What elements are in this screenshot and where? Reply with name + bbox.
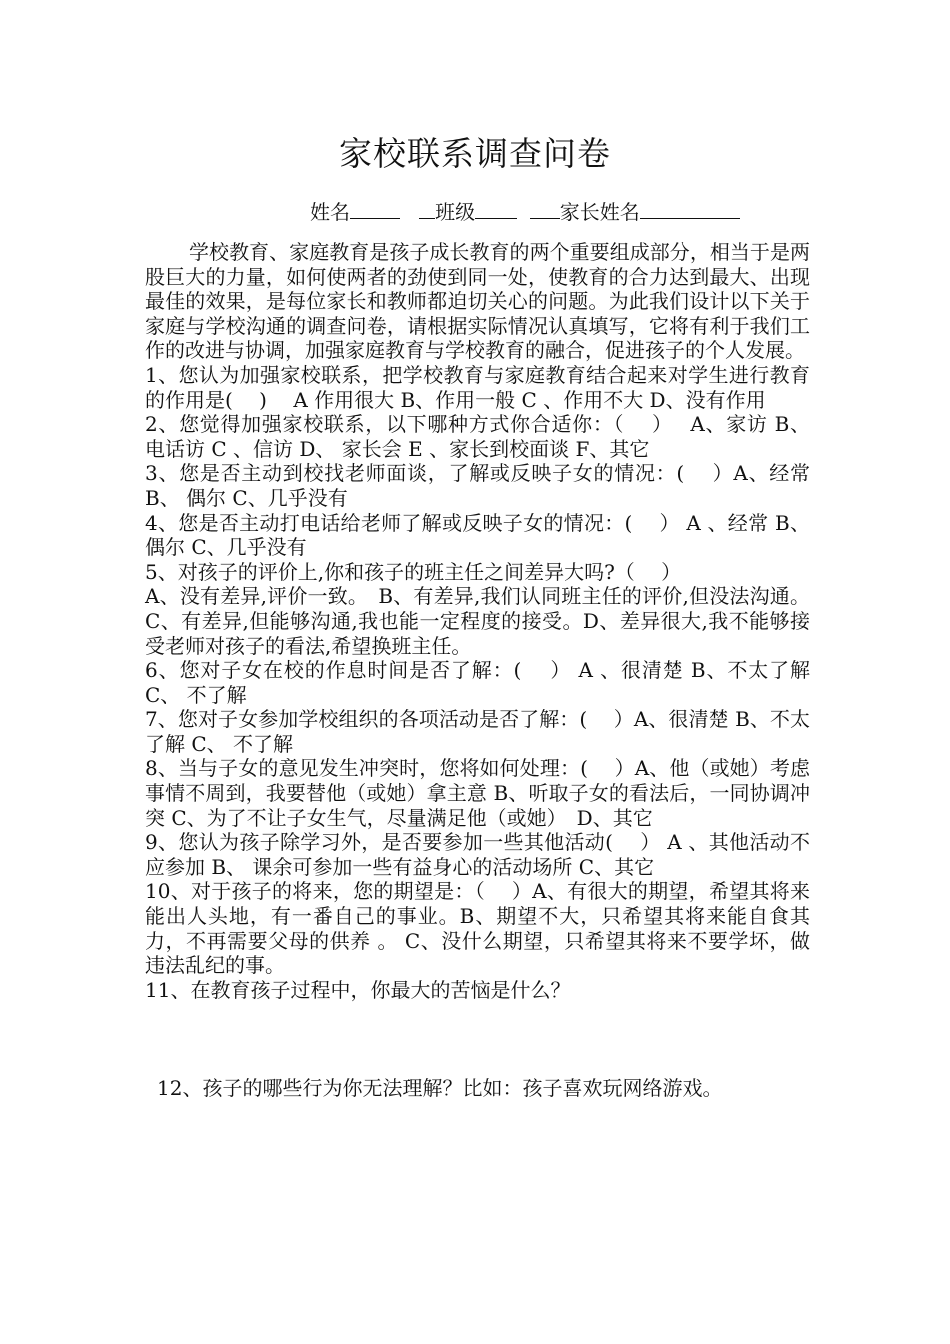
question-5-options: A、没有差异,评价一致。 B、有差异,我们认同班主任的评价,但没法沟通。C、有差异,但能够沟通,我也能一定程度的接受。D、差异很大,我不能够接受老师对孩子的看法,希望换班主任。 <box>145 584 810 658</box>
question-8: 8、当与子女的意见发生冲突时，您将如何处理：( ）A、他（或她）考虑事情不周到，我要替他（或她）拿主意 B、听取子女的看法后，一同协调冲突 C、为了不让子女生气，尽量满足他（或她） D、其它 <box>145 756 810 830</box>
question-5: 5、对孩子的评价上,你和孩子的班主任之间差异大吗?（ ） <box>145 559 682 584</box>
question-1: 1、您认为加强家校联系，把学校教育与家庭教育结合起来对学生进行教育的作用是( ) A 作用很大 B、作用一般 C 、作用不大 D、没有作用 <box>145 362 810 412</box>
question-9: 9、您认为孩子除学习外，是否要参加一些其他活动( ） A 、其他活动不应参加 B、 课余可参加一些有益身心的活动场所 C、其它 <box>145 830 810 879</box>
question-11: 11、在教育孩子过程中，你最大的苦恼是什么？ <box>145 977 571 1002</box>
student-info-line <box>310 196 740 225</box>
question-4: 4、您是否主动打电话给老师了解或反映子女的情况：( ） A 、经常 B、偶尔 C、几乎没有 <box>145 510 810 560</box>
parent-name-blank <box>640 200 740 219</box>
intro-paragraph: 学校教育、家庭教育是孩子成长教育的两个重要组成部分，相当于是两股巨大的力量，如何使两者的劲使到同一处，使教育的合力达到最大、出现最佳的效果，是每位家长和教师都迫切关心的问题。为此我们设计以下关于家庭与学校沟通的调查问卷，请根据实际情况认真填写，它将有利于我们工作的改进与协调，加强家庭教育与学校教育的融合，促进孩子的个人发展。 <box>145 240 810 363</box>
class-label: 班级 <box>435 200 476 224</box>
question-12: 12、孩子的哪些行为你无法理解？比如：孩子喜欢玩网络游戏。 <box>157 1076 723 1101</box>
pre-parent-blank <box>530 200 560 219</box>
survey-body <box>145 240 810 1101</box>
name-label: 姓名 <box>310 200 350 224</box>
question-10: 10、对于孩子的将来，您的期望是：（ ）A、有很大的期望，希望其将来能出人头地，有一番自己的事业。B、期望不大，只希望其将来能自食其力，不再需要父母的供养 。 C、没什么期望，只希望其将来不要学坏，做违法乱纪的事。 <box>145 879 810 978</box>
page-title: 家校联系调查问卷 <box>339 134 611 173</box>
question-3: 3、您是否主动到校找老师面谈，了解或反映子女的情况：( ）A、经常 B、 偶尔 C、几乎没有 <box>145 461 810 510</box>
question-6: 6、您对子女在校的作息时间是否了解：( ） A 、很清楚 B、不太了解 C、 不了解 <box>145 658 810 707</box>
question-2: 2、您觉得加强家校联系，以下哪种方式你合适你：（ ） A、家访 B、 电话访 C 、信访 D、 家长会 E 、家长到校面谈 F、其它 <box>145 412 810 461</box>
question-7: 7、您对子女参加学校组织的各项活动是否了解：( ）A、很清楚 B、不太了解 C、 不了解 <box>145 707 810 756</box>
class-blank <box>475 200 517 219</box>
name-blank <box>350 200 400 219</box>
answer-space <box>145 1002 810 1076</box>
parent-name-label: 家长姓名 <box>559 200 640 224</box>
pre-class-blank <box>419 200 435 219</box>
